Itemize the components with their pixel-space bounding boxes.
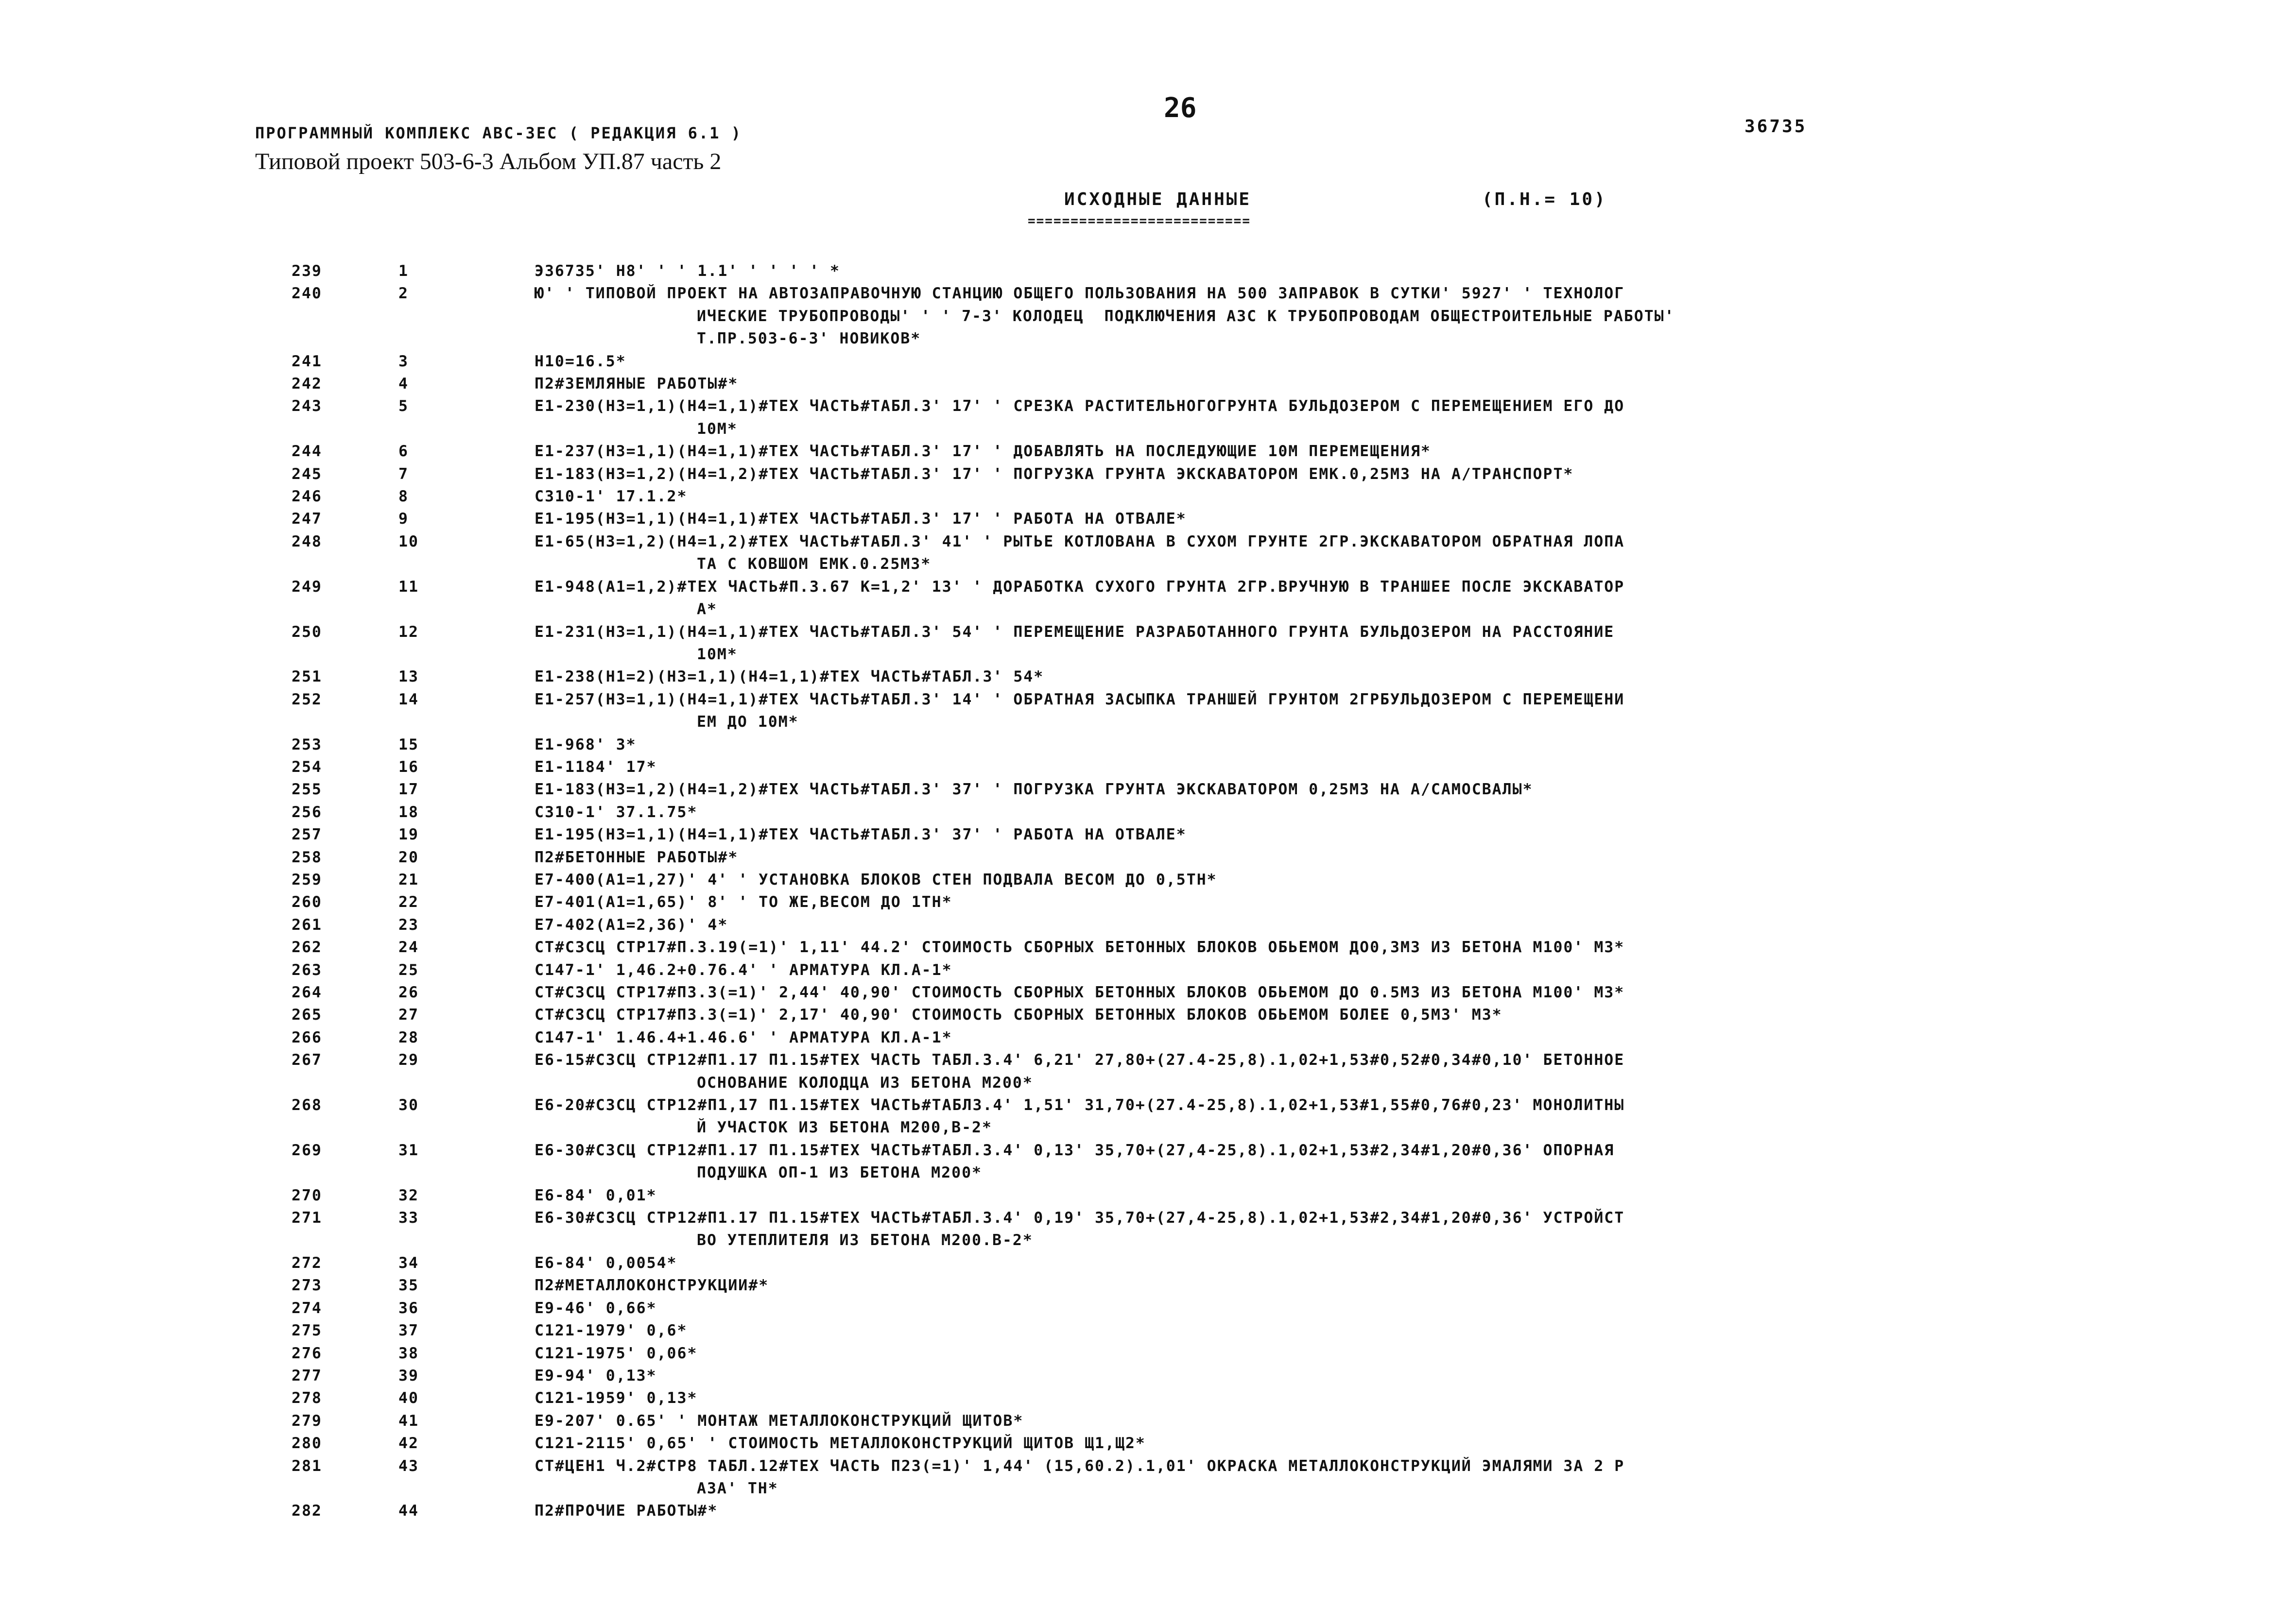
row-text (535, 1500, 1992, 1522)
row-text-line: Е6-84' 0,0054* (535, 1254, 677, 1272)
row-text-line: Е1-195(Н3=1,1)(Н4=1,1)#ТЕХ ЧАСТЬ#ТАБЛ.3' 17' ' РАБОТА НА ОТВАЛЕ* (535, 510, 1187, 528)
listing-row (0, 1139, 2296, 1184)
row-index: 18 (398, 803, 419, 821)
row-text (535, 1365, 1992, 1387)
listing-row (0, 1365, 2296, 1387)
row-text (535, 981, 1992, 1004)
row-seq-number: 248 (292, 532, 322, 550)
row-seq-number: 245 (292, 465, 322, 483)
project-line: Типовой проект 503-6-3 Альбом УП.87 часть 2 (255, 149, 722, 174)
row-text-line: Е1-183(Н3=1,2)(Н4=1,2)#ТЕХ ЧАСТЬ#ТАБЛ.3' 17' ' ПОГРУЗКА ГРУНТА ЭКСКАВАТОРОМ ЕМК.0,25М3 НА А/ТРАНСПОРТ* (535, 465, 1574, 483)
row-text-line: Е6-84' 0,01* (535, 1186, 657, 1204)
row-index: 39 (398, 1367, 419, 1385)
listing-row (0, 1297, 2296, 1319)
row-seq-number: 262 (292, 939, 322, 957)
row-seq-number: 252 (292, 690, 322, 708)
listing-row (0, 688, 2296, 734)
row-index: 1 (398, 262, 409, 280)
row-text (535, 1252, 1992, 1274)
row-text-line: С121-1975' 0,06* (535, 1344, 698, 1362)
row-index: 14 (398, 690, 419, 708)
row-text (535, 936, 1992, 958)
listing-row (0, 282, 2296, 350)
row-text (535, 1410, 1992, 1432)
row-seq-number: 274 (292, 1299, 322, 1317)
listing-row (0, 1342, 2296, 1365)
listing-row (0, 621, 2296, 666)
row-index: 41 (398, 1412, 419, 1430)
listing-row (0, 508, 2296, 530)
row-text (535, 1049, 1992, 1094)
listing-row (0, 1410, 2296, 1432)
row-text-line: Е6-30#СЗСЦ СТР12#П1.17 П1.15#ТЕХ ЧАСТЬ#ТАБЛ.3.4' 0,19' 35,70+(27,4-25,8).1,02+1,53#2,34#1,20#0,36' УСТРОЙСТ (535, 1209, 1625, 1227)
row-index: 35 (398, 1277, 419, 1295)
row-text (535, 1342, 1992, 1365)
row-text-line: Е1-237(Н3=1,1)(Н4=1,1)#ТЕХ ЧАСТЬ#ТАБЛ.3' 17' ' ДОБАВЛЯТЬ НА ПОСЛЕДУЮЩИЕ 10М ПЕРЕМЕЩЕНИЯ* (535, 443, 1431, 461)
row-text (535, 756, 1992, 778)
row-text (535, 621, 1992, 666)
row-seq-number: 267 (292, 1051, 322, 1069)
row-text (535, 440, 1992, 462)
row-index: 15 (398, 735, 419, 753)
row-text (535, 666, 1992, 688)
row-seq-number: 246 (292, 488, 322, 506)
row-text (535, 869, 1992, 891)
row-seq-number: 276 (292, 1344, 322, 1362)
listing-row (0, 756, 2296, 778)
listing-row (0, 914, 2296, 936)
row-text-line: Е7-402(А1=2,36)' 4* (535, 916, 728, 934)
row-seq-number: 247 (292, 510, 322, 528)
row-seq-number: 250 (292, 623, 322, 641)
row-index: 2 (398, 285, 409, 303)
row-index: 34 (398, 1254, 419, 1272)
data-listing (0, 260, 2296, 1522)
row-index: 4 (398, 375, 409, 393)
listing-row (0, 373, 2296, 395)
listing-row (0, 891, 2296, 913)
listing-row (0, 1274, 2296, 1297)
row-text-line: ИЧЕСКИЕ ТРУБОПРОВОДЫ' ' ' 7-3' КОЛОДЕЦ ПОДКЛЮЧЕНИЯ АЗС К ТРУБОПРОВОДАМ ОБЩЕСТРОИТЕЛЬНЫЕ РАБОТЫ' (697, 307, 1675, 325)
row-seq-number: 269 (292, 1141, 322, 1159)
row-seq-number: 255 (292, 781, 322, 799)
row-index: 40 (398, 1389, 419, 1407)
row-text-line: А* (697, 600, 717, 618)
row-seq-number: 241 (292, 352, 322, 370)
row-text-line: Е9-46' 0,66* (535, 1299, 657, 1317)
row-index: 10 (398, 532, 419, 550)
row-seq-number: 258 (292, 848, 322, 866)
section-param: (П.Н.= 10) (1482, 189, 1607, 209)
row-seq-number: 265 (292, 1006, 322, 1024)
row-text-line: Й УЧАСТОК ИЗ БЕТОНА М200,В-2* (697, 1119, 992, 1137)
row-seq-number: 275 (292, 1322, 322, 1340)
row-seq-number: 266 (292, 1028, 322, 1046)
row-index: 38 (398, 1344, 419, 1362)
row-text (535, 823, 1992, 846)
listing-row (0, 395, 2296, 440)
listing-row (0, 260, 2296, 282)
row-seq-number: 249 (292, 578, 322, 596)
row-text-line: С310-1' 37.1.75* (535, 803, 698, 821)
listing-row (0, 1455, 2296, 1500)
row-text (535, 576, 1992, 621)
document-code: 36735 (1744, 117, 1807, 137)
row-text (535, 688, 1992, 734)
listing-row (0, 778, 2296, 801)
row-text (535, 914, 1992, 936)
section-title: ИСХОДНЫЕ ДАННЫЕ (1064, 189, 1252, 209)
listing-row (0, 846, 2296, 869)
row-text (535, 778, 1992, 801)
row-text-line: Е1-1184' 17* (535, 758, 657, 776)
row-text (535, 260, 1992, 282)
listing-row (0, 981, 2296, 1004)
row-text-line: Т.ПР.503-6-3' НОВИКОВ* (697, 330, 921, 348)
row-text-line: Э36735' Н8' ' ' 1.1' ' ' ' ' * (535, 262, 840, 280)
row-seq-number: 272 (292, 1254, 322, 1272)
row-seq-number: 271 (292, 1209, 322, 1227)
listing-row (0, 1500, 2296, 1522)
row-text-line: Е7-401(А1=1,65)' 8' ' ТО ЖЕ,ВЕСОМ ДО 1ТН* (535, 893, 952, 911)
row-seq-number: 263 (292, 961, 322, 979)
row-seq-number: 278 (292, 1389, 322, 1407)
row-text (535, 1207, 1992, 1252)
row-seq-number: 240 (292, 285, 322, 303)
row-text-line: СТ#ЦЕН1 Ч.2#СТР8 ТАБЛ.12#ТЕХ ЧАСТЬ П23(=1)' 1,44' (15,60.2).1,01' ОКРАСКА МЕТАЛЛОКОНСТРУКЦИЙ ЭМАЛЯМИ ЗА 2 Р (535, 1457, 1625, 1475)
row-seq-number: 277 (292, 1367, 322, 1385)
row-index: 24 (398, 939, 419, 957)
row-index: 26 (398, 984, 419, 1001)
row-seq-number: 280 (292, 1435, 322, 1453)
row-text-line: Е6-30#СЗСЦ СТР12#П1.17 П1.15#ТЕХ ЧАСТЬ#ТАБЛ.3.4' 0,13' 35,70+(27,4-25,8).1,02+1,53#2,34#1,20#0,36' ОПОРНАЯ (535, 1141, 1615, 1159)
row-text-line: Е1-195(Н3=1,1)(Н4=1,1)#ТЕХ ЧАСТЬ#ТАБЛ.3' 37' ' РАБОТА НА ОТВАЛЕ* (535, 826, 1187, 844)
row-text-line: Е1-968' 3* (535, 735, 637, 753)
row-text-line: Е9-207' 0.65' ' МОНТАЖ МЕТАЛЛОКОНСТРУКЦИЙ ЩИТОВ* (535, 1412, 1024, 1430)
row-text (535, 1297, 1992, 1319)
row-text (535, 801, 1992, 823)
row-index: 43 (398, 1457, 419, 1475)
row-text-line: СТ#СЗСЦ СТР17#П.3.19(=1)' 1,11' 44.2' СТОИМОСТЬ СБОРНЫХ БЕТОННЫХ БЛОКОВ ОБЬЕМОМ ДО0,3М3 ИЗ БЕТОНА М100' М3* (535, 939, 1625, 957)
listing-row (0, 530, 2296, 576)
listing-row (0, 823, 2296, 846)
row-text-line: С147-1' 1,46.2+0.76.4' ' АРМАТУРА КЛ.А-1* (535, 961, 952, 979)
row-seq-number: 281 (292, 1457, 322, 1475)
row-text (535, 846, 1992, 869)
listing-row (0, 1094, 2296, 1139)
row-text-line: Е1-230(Н3=1,1)(Н4=1,1)#ТЕХ ЧАСТЬ#ТАБЛ.3' 17' ' СРЕЗКА РАСТИТЕЛЬНОГОГРУНТА БУЛЬДОЗЕРОМ С ПЕРЕМЕЩЕНИЕМ ЕГО ДО (535, 397, 1625, 415)
row-index: 5 (398, 397, 409, 415)
row-text (535, 530, 1992, 576)
row-text (535, 1274, 1992, 1297)
row-index: 36 (398, 1299, 419, 1317)
row-text-line: Е1-238(Н1=2)(Н3=1,1)(Н4=1,1)#ТЕХ ЧАСТЬ#ТАБЛ.3' 54* (535, 668, 1044, 686)
row-text-line: Е6-15#СЗСЦ СТР12#П1.17 П1.15#ТЕХ ЧАСТЬ ТАБЛ.3.4' 6,21' 27,80+(27.4-25,8).1,02+1,53#0,52#0,34#0,10' БЕТОННОЕ (535, 1051, 1625, 1069)
row-text (535, 959, 1992, 981)
row-index: 20 (398, 848, 419, 866)
row-index: 19 (398, 826, 419, 844)
row-text-line: П2#ПРОЧИЕ РАБОТЫ#* (535, 1502, 718, 1520)
listing-row (0, 463, 2296, 485)
row-text (535, 734, 1992, 756)
row-text-line: ОСНОВАНИЕ КОЛОДЦА ИЗ БЕТОНА М200* (697, 1074, 1033, 1092)
row-index: 13 (398, 668, 419, 686)
row-text-line: Е1-231(Н3=1,1)(Н4=1,1)#ТЕХ ЧАСТЬ#ТАБЛ.3' 54' ' ПЕРЕМЕЩЕНИЕ РАЗРАБОТАННОГО ГРУНТА БУЛЬДОЗЕРОМ НА РАССТОЯНИЕ (535, 623, 1615, 641)
row-text-line: 10М* (697, 420, 738, 438)
listing-row (0, 666, 2296, 688)
row-index: 32 (398, 1186, 419, 1204)
row-seq-number: 264 (292, 984, 322, 1001)
row-text-line: Е1-948(А1=1,2)#ТЕХ ЧАСТЬ#П.3.67 К=1,2' 13' ' ДОРАБОТКА СУХОГО ГРУНТА 2ГР.ВРУЧНУЮ В ТРАНШЕЕ ПОСЛЕ ЭКСКАВАТОР (535, 578, 1625, 596)
title-underline: ========================== (1028, 214, 1251, 228)
listing-row (0, 440, 2296, 462)
row-text (535, 373, 1992, 395)
listing-row (0, 869, 2296, 891)
row-text-line: СТ#СЗСЦ СТР17#П3.3(=1)' 2,44' 40,90' СТОИМОСТЬ СБОРНЫХ БЕТОННЫХ БЛОКОВ ОБЬЕМОМ ДО 0.5М3 ИЗ БЕТОНА М100' М3* (535, 984, 1625, 1001)
listing-row (0, 1252, 2296, 1274)
row-seq-number: 251 (292, 668, 322, 686)
row-text-line: Е7-400(А1=1,27)' 4' ' УСТАНОВКА БЛОКОВ СТЕН ПОДВАЛА ВЕСОМ ДО 0,5ТН* (535, 871, 1217, 889)
program-line: ПРОГРАММНЫЙ КОМПЛЕКС АВС-ЗЕС ( РЕДАКЦИЯ 6.1 ) (255, 124, 742, 142)
row-index: 12 (398, 623, 419, 641)
row-text-line: С121-2115' 0,65' ' СТОИМОСТЬ МЕТАЛЛОКОНСТРУКЦИЙ ЩИТОВ Щ1,Щ2* (535, 1435, 1146, 1453)
row-index: 30 (398, 1096, 419, 1114)
row-text-line: Е1-183(Н3=1,2)(Н4=1,2)#ТЕХ ЧАСТЬ#ТАБЛ.3' 37' ' ПОГРУЗКА ГРУНТА ЭКСКАВАТОРОМ 0,25М3 НА А/САМОСВАЛЫ* (535, 781, 1533, 799)
listing-row (0, 1026, 2296, 1049)
listing-row (0, 576, 2296, 621)
row-text (535, 1432, 1992, 1454)
row-text (535, 1094, 1992, 1139)
listing-row (0, 1049, 2296, 1094)
row-seq-number: 254 (292, 758, 322, 776)
row-text (535, 1455, 1992, 1500)
row-text-line: Е1-257(Н3=1,1)(Н4=1,1)#ТЕХ ЧАСТЬ#ТАБЛ.3' 14' ' ОБРАТНАЯ ЗАСЫПКА ТРАНШЕЙ ГРУНТОМ 2ГРБУЛЬДОЗЕРОМ С ПЕРЕМЕЩЕНИ (535, 690, 1625, 708)
row-index: 31 (398, 1141, 419, 1159)
row-seq-number: 257 (292, 826, 322, 844)
row-seq-number: 268 (292, 1096, 322, 1114)
row-index: 17 (398, 781, 419, 799)
listing-row (0, 1319, 2296, 1342)
row-text (535, 350, 1992, 373)
row-text-line: Ю' ' ТИПОВОЙ ПРОЕКТ НА АВТОЗАПРАВОЧНУЮ СТАНЦИЮ ОБЩЕГО ПОЛЬЗОВАНИЯ НА 500 ЗАПРАВОК В СУТКИ' 5927' ' ТЕХНОЛОГ (535, 285, 1625, 303)
row-text-line: ТА С КОВШОМ ЕМК.0.25М3* (697, 555, 932, 573)
row-index: 25 (398, 961, 419, 979)
row-index: 28 (398, 1028, 419, 1046)
row-text-line: С121-1959' 0,13* (535, 1389, 698, 1407)
row-index: 8 (398, 488, 409, 506)
row-text-line: С147-1' 1.46.4+1.46.6' ' АРМАТУРА КЛ.А-1* (535, 1028, 952, 1046)
row-text (535, 395, 1992, 440)
row-seq-number: 282 (292, 1502, 322, 1520)
row-seq-number: 279 (292, 1412, 322, 1430)
row-text-line: Н10=16.5* (535, 352, 626, 370)
listing-row (0, 1432, 2296, 1454)
row-text-line: ВО УТЕПЛИТЕЛЯ ИЗ БЕТОНА М200.В-2* (697, 1231, 1033, 1249)
listing-row (0, 1184, 2296, 1207)
row-text (535, 485, 1992, 508)
row-text (535, 282, 1992, 350)
row-text (535, 1026, 1992, 1049)
listing-row (0, 734, 2296, 756)
row-seq-number: 256 (292, 803, 322, 821)
row-text (535, 1387, 1992, 1409)
row-seq-number: 273 (292, 1277, 322, 1295)
row-seq-number: 260 (292, 893, 322, 911)
listing-row (0, 1207, 2296, 1252)
row-seq-number: 261 (292, 916, 322, 934)
row-text (535, 463, 1992, 485)
listing-row (0, 1004, 2296, 1026)
row-text-line: Е1-65(Н3=1,2)(Н4=1,2)#ТЕХ ЧАСТЬ#ТАБЛ.3' 41' ' РЫТЬЕ КОТЛОВАНА В СУХОМ ГРУНТЕ 2ГР.ЭКСКАВАТОРОМ ОБРАТНАЯ ЛОПА (535, 532, 1625, 550)
row-text-line: СТ#СЗСЦ СТР17#П3.3(=1)' 2,17' 40,90' СТОИМОСТЬ СБОРНЫХ БЕТОННЫХ БЛОКОВ ОБЬЕМОМ БОЛЕЕ 0,5М3' М3* (535, 1006, 1502, 1024)
listing-row (0, 1387, 2296, 1409)
row-seq-number: 239 (292, 262, 322, 280)
listing-row (0, 350, 2296, 373)
row-seq-number: 259 (292, 871, 322, 889)
row-text (535, 1319, 1992, 1342)
row-seq-number: 253 (292, 735, 322, 753)
row-text-line: Е9-94' 0,13* (535, 1367, 657, 1385)
row-text-line: С310-1' 17.1.2* (535, 488, 688, 506)
row-text-line: 10М* (697, 645, 738, 663)
row-text (535, 891, 1992, 913)
row-index: 16 (398, 758, 419, 776)
row-text-line: П2#БЕТОННЫЕ РАБОТЫ#* (535, 848, 739, 866)
row-index: 23 (398, 916, 419, 934)
row-index: 22 (398, 893, 419, 911)
row-text (535, 1004, 1992, 1026)
row-index: 21 (398, 871, 419, 889)
row-text (535, 1184, 1992, 1207)
row-seq-number: 244 (292, 443, 322, 461)
page-number: 26 (1164, 92, 1197, 124)
listing-row (0, 936, 2296, 958)
row-text-line: П2#МЕТАЛЛОКОНСТРУКЦИИ#* (535, 1277, 769, 1295)
row-text-line: П2#ЗЕМЛЯНЫЕ РАБОТЫ#* (535, 375, 739, 393)
row-text-line: С121-1979' 0,6* (535, 1322, 688, 1340)
row-index: 44 (398, 1502, 419, 1520)
row-index: 33 (398, 1209, 419, 1227)
row-index: 9 (398, 510, 409, 528)
row-index: 3 (398, 352, 409, 370)
listing-row (0, 959, 2296, 981)
row-index: 6 (398, 443, 409, 461)
row-index: 29 (398, 1051, 419, 1069)
row-text (535, 1139, 1992, 1184)
row-index: 37 (398, 1322, 419, 1340)
row-text (535, 508, 1992, 530)
row-index: 27 (398, 1006, 419, 1024)
row-seq-number: 270 (292, 1186, 322, 1204)
listing-row (0, 485, 2296, 508)
row-index: 42 (398, 1435, 419, 1453)
listing-row (0, 801, 2296, 823)
row-text-line: АЗА' ТН* (697, 1479, 778, 1497)
row-text-line: ПОДУШКА ОП-1 ИЗ БЕТОНА М200* (697, 1164, 983, 1182)
row-text-line: ЕМ ДО 10М* (697, 713, 799, 731)
row-index: 7 (398, 465, 409, 483)
row-index: 11 (398, 578, 419, 596)
row-text-line: Е6-20#СЗСЦ СТР12#П1,17 П1.15#ТЕХ ЧАСТЬ#ТАБЛ3.4' 1,51' 31,70+(27.4-25,8).1,02+1,53#1,55#0,76#0,23' МОНОЛИТНЫ (535, 1096, 1625, 1114)
row-seq-number: 242 (292, 375, 322, 393)
row-seq-number: 243 (292, 397, 322, 415)
